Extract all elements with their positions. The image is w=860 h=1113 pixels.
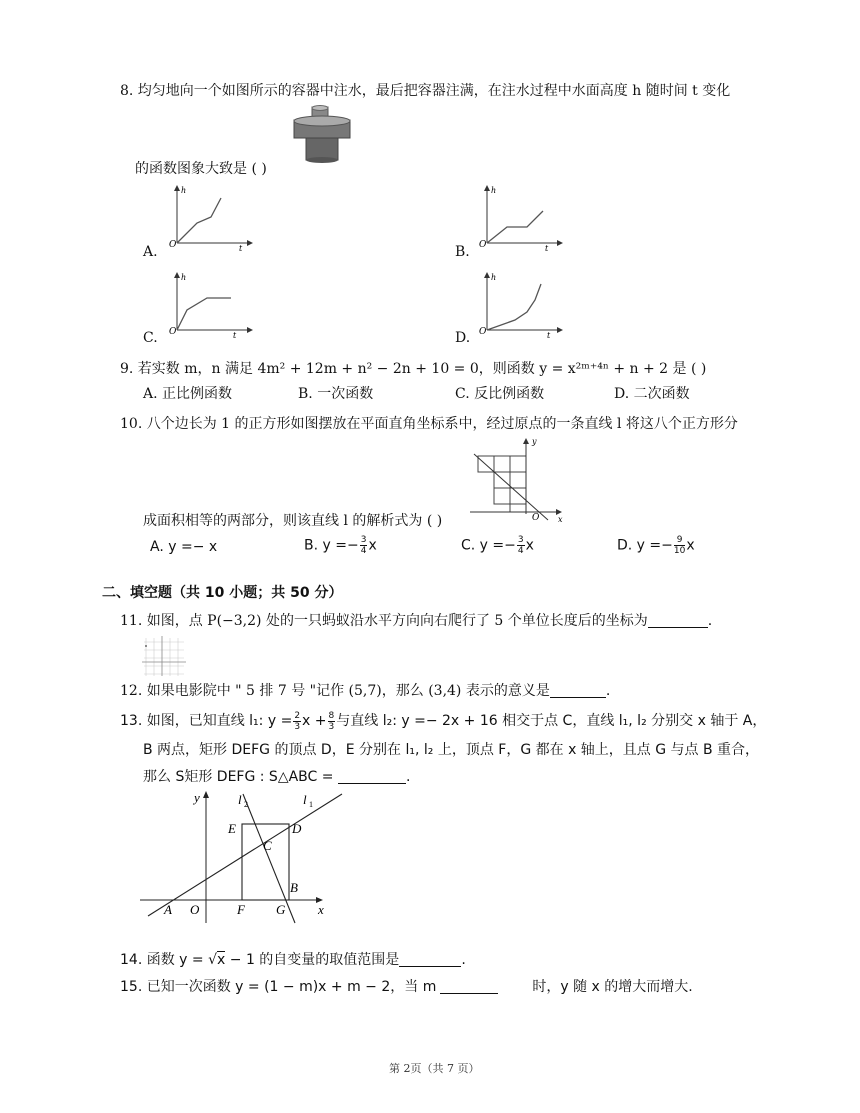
q15-answer-blank[interactable] [440, 979, 498, 994]
q13-stem-line2: B 两点，矩形 DEFG 的顶点 D，E 分别在 l₁, l₂ 上，顶点 F，G 都在 x 轴上，且点 G 与点 B 重合， [143, 742, 760, 758]
q8-b-origin: O [479, 240, 487, 250]
q13-label-F: F [237, 902, 245, 917]
q10-stem-line2: 成面积相等的两部分，则该直线 l 的解析式为 ( ) [143, 513, 443, 529]
q8-stem-line2: 的函数图象大致是 ( ) [135, 161, 267, 177]
q8-option-a[interactable]: A. [143, 244, 158, 260]
q9-option-c[interactable]: C. 反比例函数 [455, 386, 545, 402]
q10-stem-line1: 10. 八个边长为 1 的正方形如图摆放在平面直角坐标系中，经过原点的一条直线 l 将这八个正方形分 [120, 416, 738, 432]
q10-option-c[interactable]: C. y =− $\frac{3}{4}$ x [461, 535, 534, 556]
q13-label-D: D [292, 821, 302, 836]
q11-grid-figure [140, 636, 188, 676]
q8-option-c[interactable]: C. [143, 330, 158, 346]
q8-a-origin: O [169, 240, 177, 250]
q10-option-b[interactable]: B. y =− $\frac{3}{4}$ x [304, 535, 377, 556]
q8-graph-a [165, 185, 255, 255]
q10-option-a[interactable]: A. y =− x [150, 539, 218, 555]
q8-d-y-label: h [491, 273, 497, 282]
q10-origin: O [532, 513, 540, 523]
q11-stem: 11. 如图，点 P(−3,2) 处的一只蚂蚁沿水平方向向右爬行了 5 个单位长度后的坐标为 . [120, 613, 713, 629]
q9-option-a[interactable]: A. 正比例函数 [143, 386, 233, 402]
q12-stem: 12. 如果电影院中 " 5 排 7 号 "记作 (5,7)，那么 (3,4) 表示的意义是 . [120, 683, 611, 699]
q14-stem: 14. 函数 y = √x − 1 的自变量的取值范围是 . [120, 952, 466, 968]
q8-option-d[interactable]: D. [455, 330, 471, 346]
q8-b-y-label: h [491, 186, 497, 195]
q8-d-x-label: t [547, 331, 551, 340]
q13-label-E: E [228, 821, 236, 836]
q12-answer-blank[interactable] [550, 683, 606, 698]
q8-c-x-label: t [233, 331, 237, 340]
q8-stem-line1: 8. 均匀地向一个如图所示的容器中注水，最后把容器注满，在注水过程中水面高度 h 随时间 t 变化 [120, 83, 731, 99]
section-2-title: 二、填空题（共 10 小题；共 50 分） [102, 585, 343, 601]
page-footer: 第 2页（共 7 页） [389, 1062, 480, 1075]
q13-label-C: C [263, 838, 272, 853]
q8-a-x-label: t [239, 244, 243, 253]
q8-graph-d [475, 272, 565, 342]
q13-stem-line3: 那么 S矩形 DEFG : S△ABC = . [143, 769, 411, 785]
q13-label-B: B [290, 880, 298, 895]
q8-a-y-label: h [181, 186, 187, 195]
q8-option-b[interactable]: B. [455, 244, 470, 260]
q13-label-G: G [276, 902, 286, 917]
q13-answer-blank[interactable] [338, 769, 406, 784]
q13-label-l2-sub: 2 [244, 800, 248, 809]
q9-option-d[interactable]: D. 二次函数 [614, 386, 690, 402]
q8-c-y-label: h [181, 273, 187, 282]
q8-graph-b [475, 185, 565, 255]
q9-stem: 9. 若实数 m，n 满足 4m² + 12m + n² − 2n + 10 = 0，则函数 y = x²ᵐ⁺⁴ⁿ + n + 2 是 ( ) [120, 361, 707, 377]
q13-label-y: y [194, 790, 200, 805]
q13-label-l1: l [303, 792, 307, 807]
q11-answer-blank[interactable] [648, 613, 708, 628]
q15-stem: 15. 已知一次函数 y = (1 − m)x + m − 2，当 m 时，y 随 x 的增大而增大. [120, 979, 693, 995]
q9-option-b[interactable]: B. 一次函数 [298, 386, 374, 402]
q13-label-l2: l [238, 792, 242, 807]
q14-answer-blank[interactable] [399, 952, 461, 967]
q13-diagram [140, 788, 340, 923]
q10-y-label: y [532, 437, 537, 446]
q13-label-x: x [318, 902, 324, 917]
q10-option-d[interactable]: D. y =− $\frac{9}{10}$ x [617, 535, 695, 556]
q10-squares-figure [470, 436, 570, 526]
container-figure [292, 105, 352, 165]
q13-label-A: A [164, 902, 172, 917]
q13-label-O: O [190, 902, 200, 917]
q8-b-x-label: t [545, 244, 549, 253]
q13-label-l1-sub: 1 [309, 800, 313, 809]
q10-x-label: x [558, 515, 563, 524]
q13-stem-line1: 13. 如图，已知直线 l₁: y = $\frac{2}{3}$ x + $\frac{8}{3}$ 与直线 l₂: y =− 2x + 16 相交于点 C，直线 l₁, l₂ 分别交 x 轴于 A， [120, 710, 767, 732]
q8-c-origin: O [169, 327, 177, 337]
q8-graph-c [165, 272, 255, 342]
q8-d-origin: O [479, 327, 487, 337]
